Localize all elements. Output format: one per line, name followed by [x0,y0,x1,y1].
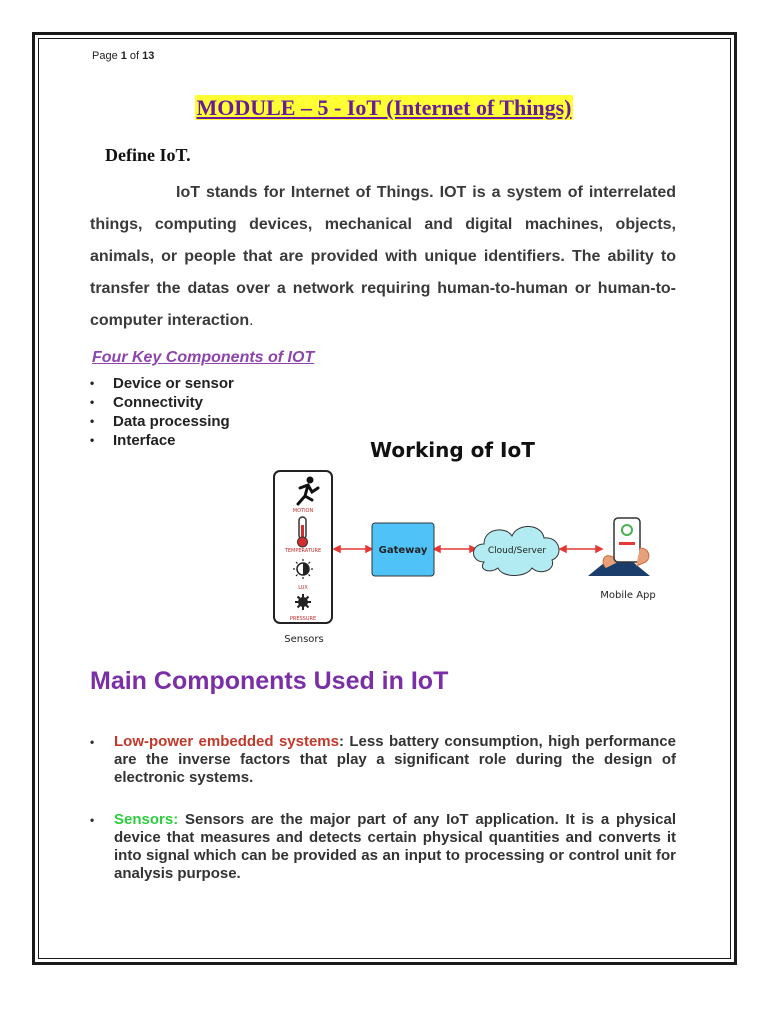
main-components-heading: Main Components Used in IoT [90,667,449,695]
list-item: • Data processing [90,412,234,431]
sensor-label: LUX [298,585,308,591]
module-title-text: MODULE – 5 - IoT (Internet of Things) [196,95,572,120]
sensor-label: MOTION [292,508,314,514]
list-item: • Low-power embedded systems: Less battery consumption, high performance are the inverse factors that play a significant role during the design of electronic systems. [90,733,676,786]
thermometer-icon [298,517,308,547]
iot-diagram [270,430,680,645]
define-text: IoT stands for Internet of Things. IOT is a system of interrelated things, computing devices, mechanical and digital machines, objects, animals, or people that are provided with unique identifiers. The ability to transfer the datas over a network requiring human-to-human or human-to-computer interaction [90,184,676,329]
sensor-label: TEMPERATURE [284,548,322,554]
list-item: • Device or sensor [90,374,234,393]
cloud-label: Cloud/Server [487,546,547,556]
page-number: Page 1 of 13 [92,50,155,62]
sensor-label: PRESSURE [289,616,317,622]
define-paragraph: IoT stands for Internet of Things. IOT is a system of interrelated things, computing devices, mechanical and digital machines, objects, animals, or people that are provided with unique identifiers. The ability to transfer the datas over a network requiring human-to-human or human-to-computer interaction. [90,184,676,329]
gateway-label: Gateway [378,545,428,556]
module-title [0,95,768,121]
component-term: Low-power embedded systems [114,733,339,750]
define-heading: Define IoT. [105,145,191,165]
mobile-caption: Mobile App [600,590,656,601]
component-description: Less battery consumption, high performance are the inverse factors that play a significant role during the design of electronic systems. [114,733,676,786]
four-key-heading: Four Key Components of IOT [92,349,315,366]
sensors-caption: Sensors [284,634,324,645]
list-item: • Sensors: Sensors are the major part of any IoT application. It is a physical device that measures and detects certain physical quantities and converts it into signal which can be provided as an input to processing or control unit for analysis purpose. [90,811,676,882]
diagram-title: Working of IoT [370,438,535,462]
component-description: Sensors are the major part of any IoT application. It is a physical device that measures and detects certain physical quantities and converts it into signal which can be provided as an input to processing or control unit for analysis purpose. [114,811,676,882]
four-key-list [90,374,234,450]
component-term: Sensors: [114,811,179,828]
list-item: • Interface [90,431,234,450]
list-item: • Connectivity [90,393,234,412]
components-list [90,733,676,907]
